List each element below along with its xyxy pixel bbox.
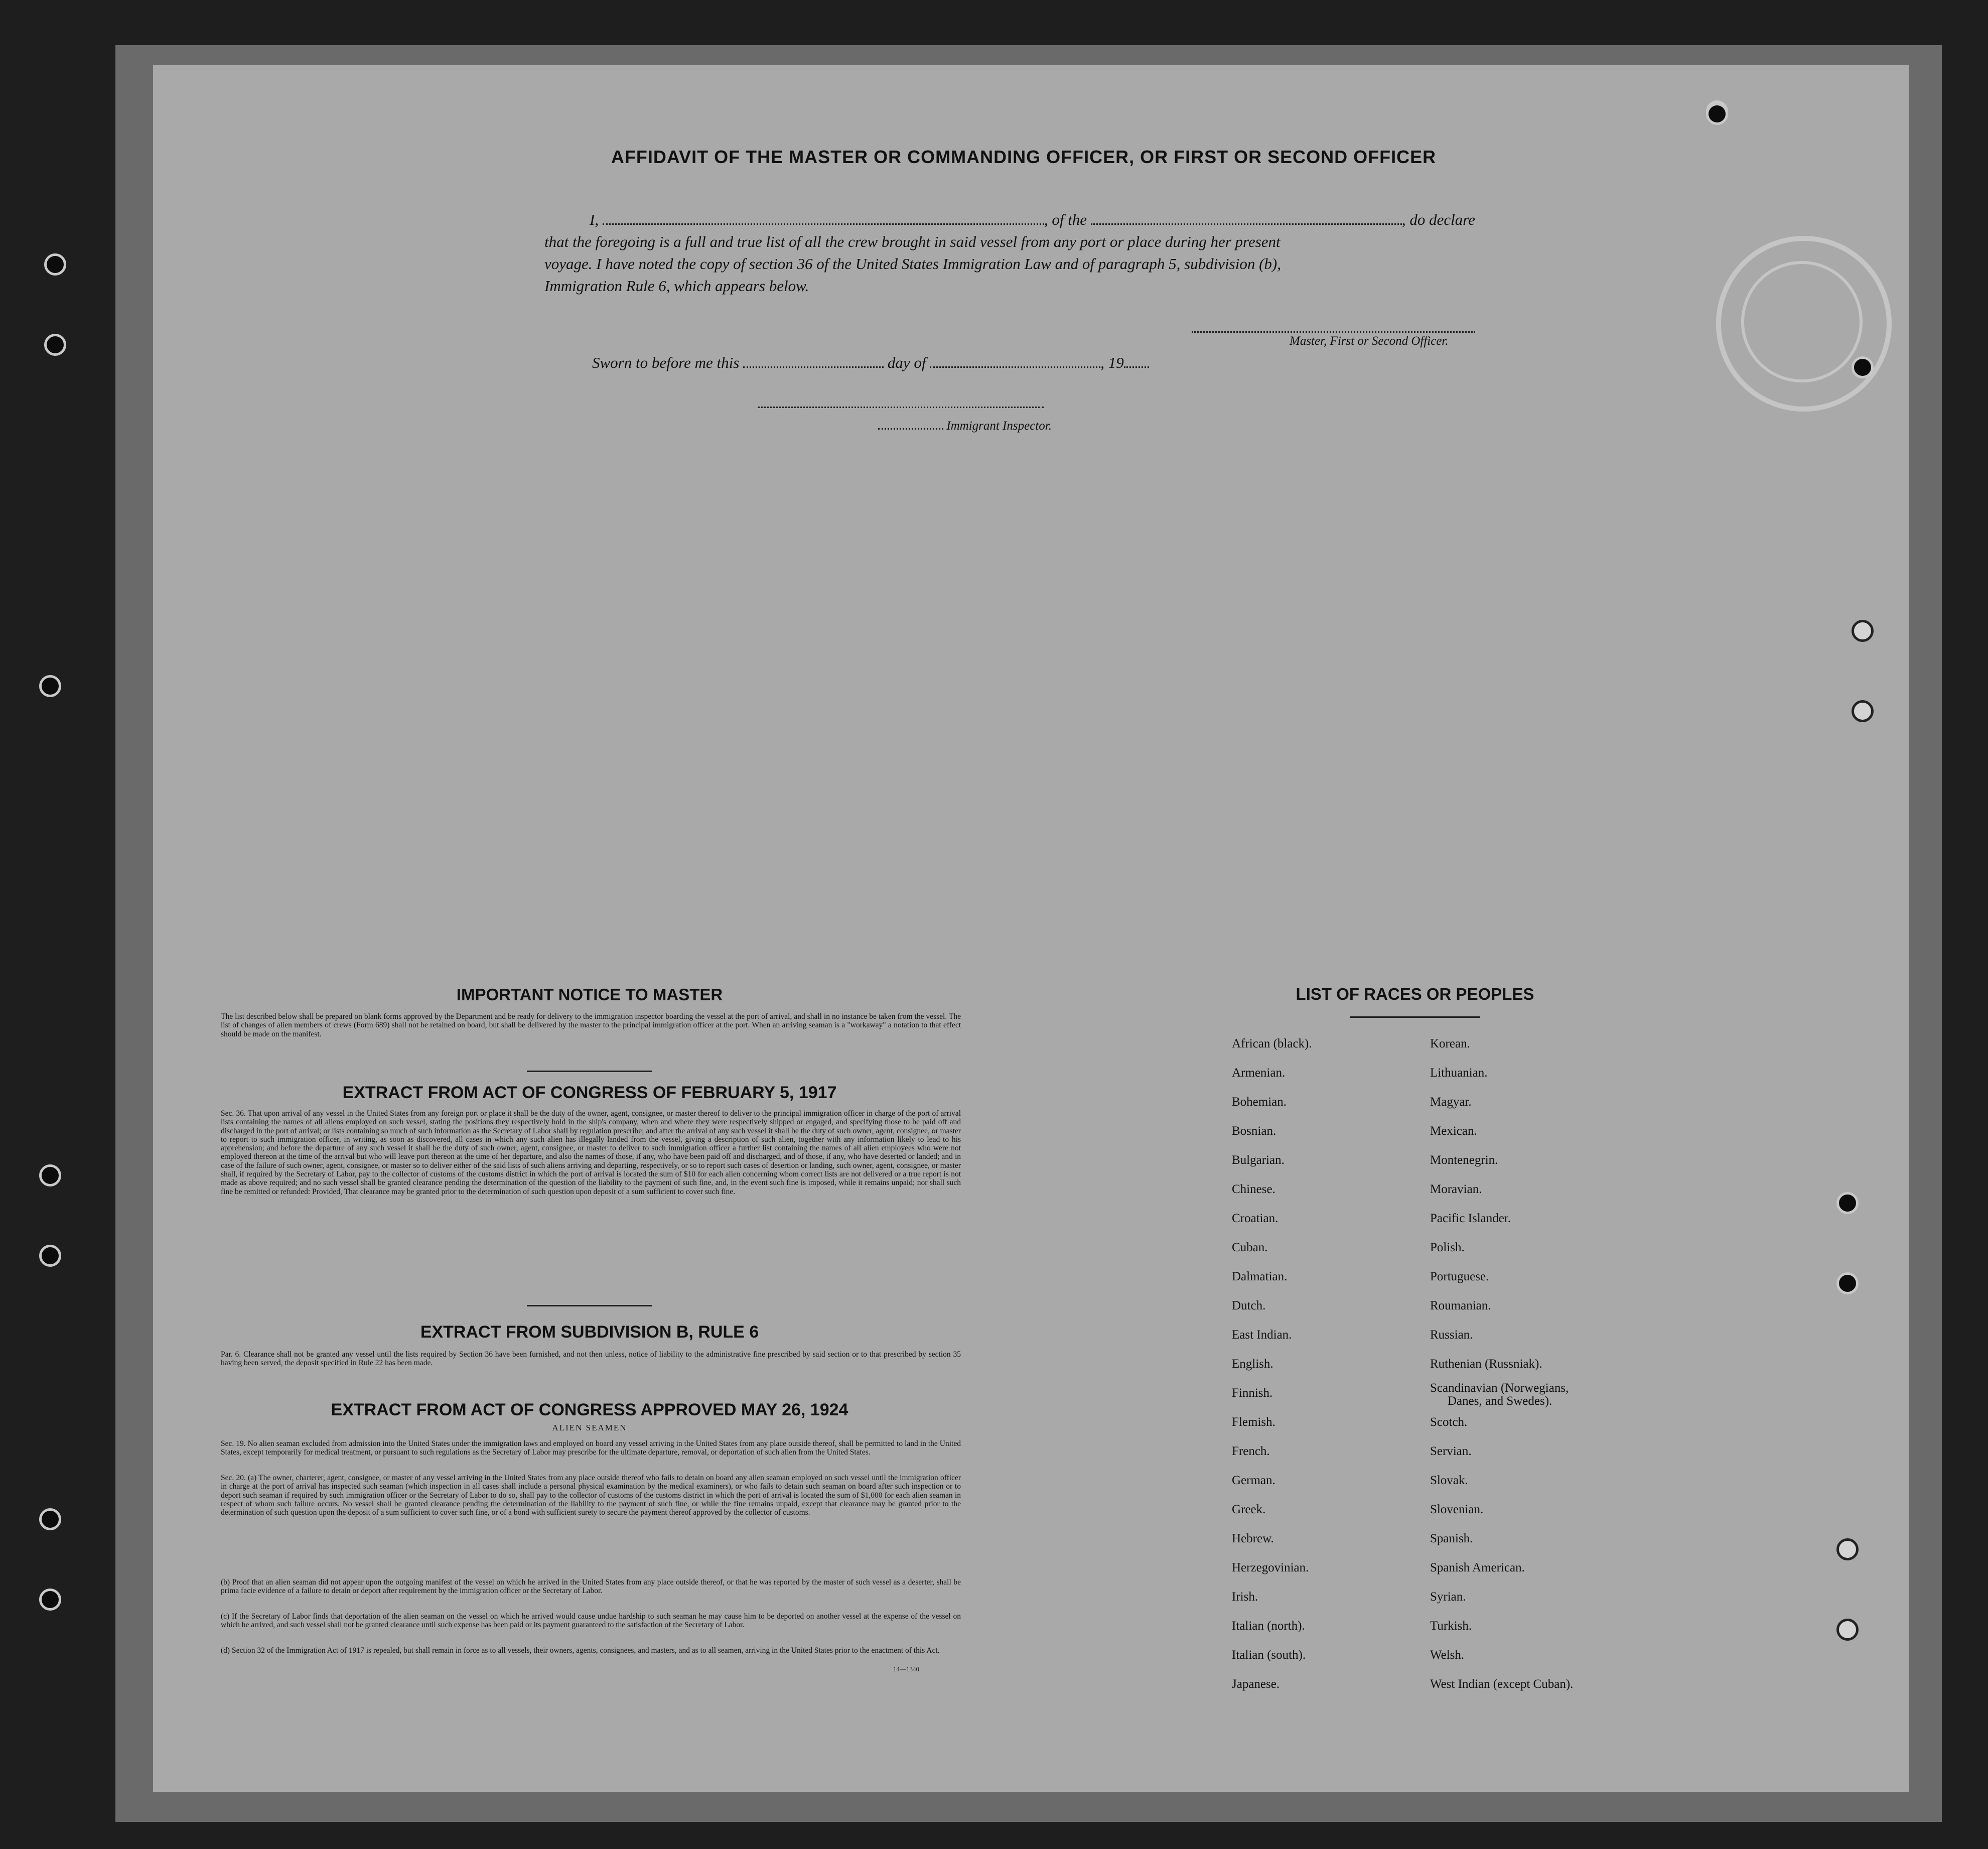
race-item: Bohemian. [1232,1095,1287,1109]
race-item: Bulgarian. [1232,1153,1285,1167]
race-item: Cuban. [1232,1241,1268,1254]
inspector-blank [878,424,943,430]
race-item: Slovak. [1430,1474,1468,1487]
race-item: Herzegovinian. [1232,1561,1309,1574]
race-item: Ruthenian (Russniak). [1430,1357,1542,1371]
notice-title: IMPORTANT NOTICE TO MASTER [456,985,723,1004]
race-item: Dutch. [1232,1299,1266,1312]
race-item: Russian. [1430,1328,1473,1342]
binder-hole-icon [44,334,66,356]
sec-20b-text: (b) Proof that an alien seaman did not appear upon the outgoing manifest of the vessel on which he arrived in the United States from any place outside thereof, or that he was reported by the master of such vessel as a deserter, shall be prima facie evidence of a failure to detain or deport after requirement by the immigration officer or the Secretary of Labor. [221,1578,961,1596]
race-item: Slovenian. [1430,1503,1484,1516]
binder-hole-icon [1852,620,1874,642]
race-item: Scandinavian (Norwegians, [1430,1381,1569,1395]
binder-hole-icon [1836,1272,1859,1294]
race-item: Scotch. [1430,1415,1468,1429]
race-item: Syrian. [1430,1590,1466,1604]
race-item: Portuguese. [1430,1270,1489,1283]
sec-20d-text: (d) Section 32 of the Immigration Act of 1917 is repealed, but shall remain in force as to all vessels, their owners, agents, consignees, and masters, and as to all seamen, arriving in the United States prior to the enactment of this Act. [221,1646,940,1655]
vessel-blank [1091,219,1402,225]
day-of-text: day of [887,354,926,371]
race-item: Mexican. [1430,1124,1477,1138]
sec-20c-text: (c) If the Secretary of Labor finds that deportation of the alien seaman on the vessel on which he arrived would cause undue hardship to such seaman he may cause him to be deported on another vessel at the expense of the vessel on which he arrived, and such vessel shall not be granted clearance until such expense has been paid or its payment guaranteed to the satisfaction of the Secretary of Labor. [221,1612,961,1630]
race-item: East Indian. [1232,1328,1292,1342]
race-item: German. [1232,1474,1275,1487]
inspector-signature-line [758,407,1044,408]
form-number: 14—1340 [893,1665,919,1673]
affidavit-line-3: voyage. I have noted the copy of section 36 of the United States Immigration Law and of paragraph 5, subdivision (b), [544,255,1281,273]
race-item: Bosnian. [1232,1124,1276,1138]
sworn-day-blank [743,362,884,368]
divider [527,1071,652,1072]
race-item: Italian (north). [1232,1619,1305,1633]
binder-hole-icon [1836,1192,1859,1214]
binder-hole-icon [1706,103,1728,125]
race-item: Irish. [1232,1590,1258,1604]
rule-6-title: EXTRACT FROM SUBDIVISION B, RULE 6 [420,1323,759,1342]
race-item: Korean. [1430,1037,1470,1050]
race-item: Polish. [1430,1241,1465,1254]
race-item: Magyar. [1430,1095,1472,1109]
binder-hole-icon [1836,1538,1859,1560]
race-item: West Indian (except Cuban). [1430,1677,1574,1691]
divider [527,1305,652,1306]
binder-hole-icon [39,1164,61,1186]
race-item: French. [1232,1444,1270,1458]
extract-1917-title: EXTRACT FROM ACT OF CONGRESS OF FEBRUARY 5, 1917 [342,1083,837,1102]
sworn-month-blank [930,362,1100,368]
binder-hole-icon [1852,356,1874,378]
races-title: LIST OF RACES OR PEOPLES [1296,985,1534,1003]
seal-stamp [1716,236,1892,412]
race-item: Chinese. [1232,1182,1275,1196]
race-item: Servian. [1430,1444,1472,1458]
binder-hole-icon [39,1245,61,1267]
affidavit-line-4: Immigration Rule 6, which appears below. [544,277,809,295]
race-item: Spanish American. [1430,1561,1525,1574]
sec-19-text: Sec. 19. No alien seaman excluded from admission into the United States under the immigration laws and employed on board any vessel arriving in the United States from any place outside thereof, shall be permitted to land in the United States, except temporarily for medical treatment, or pursuant to such regulations as the Secretary of Labor may prescribe for the ultimate departure, removal, or deportation of such alien from the United States. [221,1439,961,1457]
race-item: Croatian. [1232,1212,1279,1225]
race-item: Hebrew. [1232,1532,1274,1545]
binder-hole-icon [39,675,61,697]
race-item: Japanese. [1232,1677,1280,1691]
sec-20a-text: Sec. 20. (a) The owner, charterer, agent, consignee, or master of any vessel arriving in the United States from any place outside thereof who fails to detain on board any alien seaman employed on such vessel until the immigration officer in charge at the port of arrival has inspected such seaman (which inspection in all cases shall include a personal physical examination by the medical examiners), or who fails to detain such seaman on board after such inspection or to deport such seaman if required by such immigration officer or the Secretary of Labor to do so, shall pay to the collector of customs of the customs district in which the port of arrival is located the sum of $1,000 for each alien seaman in respect of whom such failure occurs. No vessel shall be granted clearance pending the determination of the liability to the payment of such fine, or while the fine remains unpaid, except that clearance may be granted prior to the determination of such question upon the deposit of a sum sufficient to cover such fine, or of a bond with sufficient surety to secure the payment thereof approved by the collector of customs. [221,1474,961,1517]
affidavit-title: AFFIDAVIT OF THE MASTER OR COMMANDING OFFICER, OR FIRST OR SECOND OFFICER [611,147,1437,167]
binder-hole-icon [1852,700,1874,722]
affidavit-i: I, [590,211,599,228]
race-item: Roumanian. [1430,1299,1491,1312]
race-item: English. [1232,1357,1273,1371]
affidavit-line-2: that the foregoing is a full and true list of all the crew brought in said vessel from any port or place during her present [544,233,1281,250]
race-item: Spanish. [1430,1532,1473,1545]
race-item: Italian (south). [1232,1648,1306,1662]
divider [1350,1016,1480,1018]
race-item: Dalmatian. [1232,1270,1288,1283]
affidavit-of-the: , of the [1044,211,1087,228]
alien-seamen-subtitle: ALIEN SEAMEN [552,1423,627,1432]
sworn-text: Sworn to before me this [592,354,740,371]
binder-hole-icon [44,253,66,276]
document-page [153,65,1909,1792]
race-item: Welsh. [1430,1648,1465,1662]
affidavit-declare: , do declare [1401,211,1475,228]
race-item: Turkish. [1430,1619,1472,1633]
extract-1924-title: EXTRACT FROM ACT OF CONGRESS APPROVED MAY 26, 1924 [331,1400,848,1419]
race-item: Armenian. [1232,1066,1286,1080]
master-signature-line [1192,331,1475,333]
inspector-text: Immigrant Inspector. [946,419,1052,433]
binder-hole-icon [1836,1619,1859,1641]
binder-hole-icon [39,1508,61,1530]
name-blank [603,219,1044,225]
sworn-line [592,354,1244,372]
race-item: Pacific Islander. [1430,1212,1511,1225]
race-item: African (black). [1232,1037,1312,1050]
inspector-label [878,419,1052,433]
race-item: Moravian. [1430,1182,1482,1196]
affidavit-line-1 [590,211,1513,229]
year-blank [1124,362,1149,368]
rule-6-text: Par. 6. Clearance shall not be granted any vessel until the lists required by Section 36 have been furnished, and not then unless, notice of liability to the administrative fine prescribed by said section or to that prescribed by section 35 having been served, the deposit specified in Rule 22 has been made. [221,1350,961,1368]
master-signature-label: Master, First or Second Officer. [1290,334,1449,348]
race-item: Montenegrin. [1430,1153,1498,1167]
notice-text: The list described below shall be prepared on blank forms approved by the Department and be ready for delivery to the immigration inspector boarding the vessel at the port of arrival, and shall in no instance be taken from the vessel. The list of changes of alien members of crews (Form 689) shall not be retained on board, but shall be delivered by the master to the principal immigration officer at the port. When an arriving seaman is a "workaway" a notation to that effect should be made on the manifest. [221,1012,961,1038]
race-item: Greek. [1232,1503,1266,1516]
race-item: Finnish. [1232,1386,1273,1400]
race-item: Flemish. [1232,1415,1275,1429]
binder-hole-icon [39,1589,61,1611]
extract-1917-text: Sec. 36. That upon arrival of any vessel in the United States from any foreign port or place it shall be the duty of the owner, agent, consignee, or master thereof to deliver to the principal immigration officer in charge of the port of arrival lists containing the names of all aliens employed on such vessel, stating the positions they respectively hold in the ship's company, when and where they were respectively shipped or engaged, and specifying those to be paid off and discharged in the port of arrival; or lists containing so much of such information as the Secretary of Labor shall by regulation prescribe; and after the arrival of any such vessel it shall be the duty of such owner, agent, consignee, or master to report to such immigration officer, in writing, as soon as discovered, all cases in which any such alien has illegally landed from the vessel, giving a description of such alien, together with any information likely to lead to his apprehension; and before the departure of any such vessel it shall be the duty of such owner, agent, consignee, or master to deliver to such immigration officer a further list containing the names of all alien employees who were not employed thereon at the time of the arrival but who will leave port thereon at the time of her departure, and also the names of those, if any, who have been paid off and discharged, and of those, if any, who have deserted or landed; and in case of the failure of such owner, agent, consignee, or master so to deliver either of the said lists of such aliens arriving and departing, respectively, or so to report such cases of desertion or landing, such owner, agent, consignee, or master shall, if required by the Secretary of Labor, pay to the collector of customs of the customs district in which the port of arrival is located the sum of $10 for each alien concerning whom correct lists are not delivered or a true report is not made as above required; and no such vessel shall be granted clearance pending the determination of the question of the liability to the payment of such fine, and, in the event such fine is imposed, while it remains unpaid; nor shall such fine be remitted or refunded: Provided, That clearance may be granted prior to the determination of such question upon deposit of a sum sufficient to cover such fine. [221,1109,961,1196]
race-item-continued: Danes, and Swedes). [1448,1394,1552,1408]
race-item: Lithuanian. [1430,1066,1488,1080]
year-text: , 19 [1100,354,1124,371]
